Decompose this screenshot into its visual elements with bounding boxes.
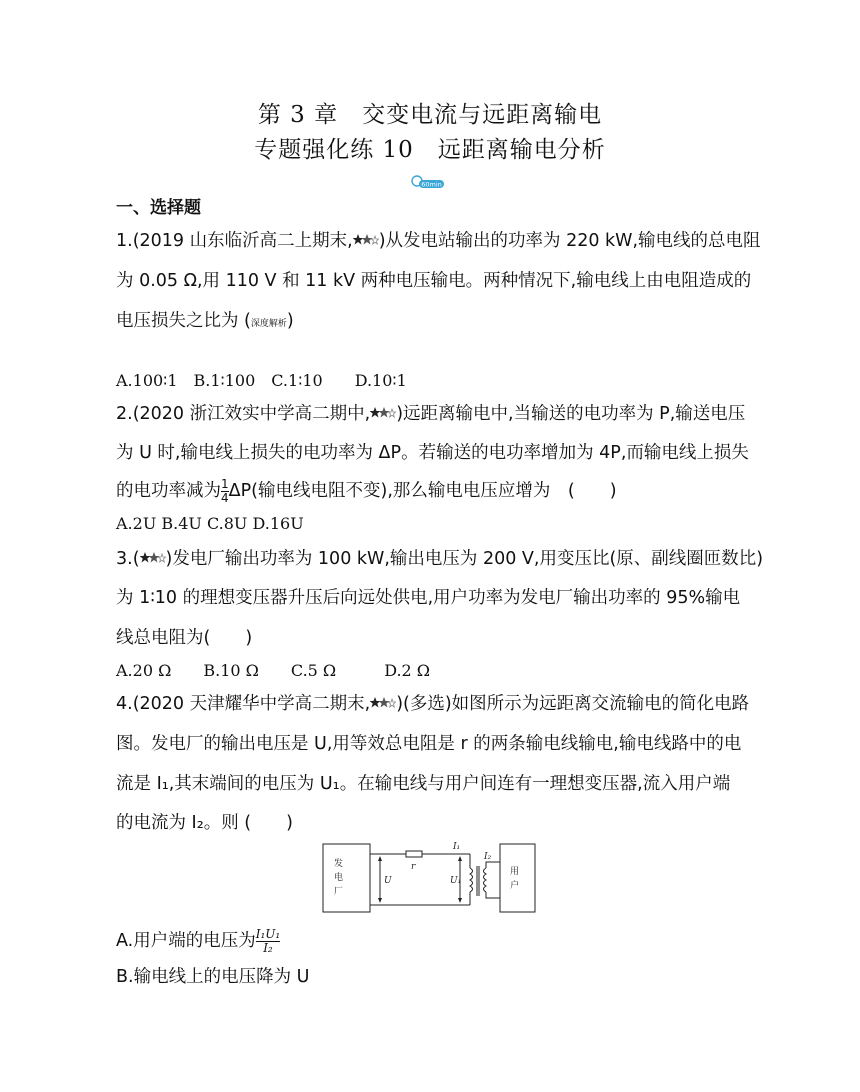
current-I1-label: I₁ — [453, 842, 461, 852]
difficulty-stars-icon — [140, 551, 166, 565]
q3-line1: 3.( )发电厂输出功率为 100 kW,输出电压为 200 V,用变压比(原、副线圈匝数比) — [116, 549, 764, 569]
plant-label-1: 发 — [334, 859, 344, 869]
fraction-one-quarter: $\frac{1}{4}$ — [221, 476, 229, 505]
q4-option-a: A.用户端的电压为 $\frac{\text{I₁U₁}}{\text{I₂}}$ — [116, 926, 281, 955]
voltage-U1-label: U₁ — [450, 876, 462, 886]
chapter-title: 第 3 章 交变电流与远距离输电 — [257, 102, 603, 128]
q4-line4: 的电流为 I₂。则 ( ) — [116, 813, 293, 833]
topic-title: 专题强化练 10 远距离输电分析 — [254, 137, 606, 163]
q1-line2: 为 0.05 Ω,用 110 V 和 11 kV 两种电压输电。两种情况下,输电线上由电阻造成的 — [116, 271, 752, 291]
resistance-r-label: r — [411, 862, 416, 872]
q4-option-b: B.输电线上的电压降为 U — [116, 967, 310, 987]
q2-line3: 的电功率减为 $\frac{1}{4}$ ΔP(输电线电阻不变),那么输电电压应增为 ( ) — [116, 476, 617, 505]
primary-coil — [470, 868, 473, 892]
resistor-r — [406, 851, 422, 857]
q2-line2: 为 U 时,输电线上损失的电功率为 ΔP。若输送的电功率增加为 4P,而输电线上损失 — [116, 443, 749, 463]
plant-label-2: 电 — [334, 873, 344, 883]
difficulty-stars-icon — [370, 406, 396, 420]
circuit-diagram — [322, 838, 536, 914]
q4-line2: 图。发电厂的输出电压是 U,用等效总电阻是 r 的两条输电线输电,输电线路中的电 — [116, 734, 742, 754]
difficulty-stars-icon — [353, 233, 379, 247]
user-label-1: 用 — [510, 867, 520, 877]
q2-line1: 2.(2020 浙江效实中学高二期中, )远距离输电中,当输送的电功率为 P,输送电压 — [116, 404, 746, 424]
difficulty-stars-icon — [370, 696, 396, 710]
q4-line1: 4.(2020 天津耀华中学高二期末, )(多选)如图所示为远距离交流输电的简化电路 — [116, 694, 750, 714]
timer-badge-icon — [411, 175, 445, 189]
time-badge-text: 60min — [421, 180, 442, 189]
user-box — [500, 844, 535, 912]
q1-options: A.100∶1 B.1∶100 C.1∶10 D.10∶1 — [116, 371, 407, 390]
current-I2-label: I₂ — [484, 852, 492, 862]
q3-line3: 线总电阻为( ) — [116, 628, 253, 648]
fraction-I1U1-over-I2: $\frac{\text{I₁U₁}}{\text{I₂}}$ — [255, 926, 281, 955]
power-plant-box — [323, 844, 370, 912]
voltage-U-label: U — [384, 876, 392, 886]
plant-label-3: 厂 — [334, 887, 344, 897]
q4-line3: 流是 I₁,其末端间的电压为 U₁。在输电线与用户间连有一理想变压器,流入用户端 — [116, 774, 731, 794]
q1-line1: 1.(2019 山东临沂高二上期末, )从发电站输出的功率为 220 kW,输电线的总电阻 — [116, 231, 761, 251]
q3-options: A.20 Ω B.10 Ω C.5 Ω D.2 Ω — [116, 661, 431, 680]
q2-options: A.2U B.4U C.8U D.16U — [116, 514, 304, 533]
user-label-2: 户 — [510, 881, 520, 891]
section-heading: 一、选择题 — [116, 198, 201, 218]
secondary-coil — [484, 868, 487, 892]
q1-line3: 电压损失之比为 (深度解析) — [116, 311, 294, 331]
q1-analysis-note: 深度解析 — [250, 319, 287, 329]
q3-line2: 为 1∶10 的理想变压器升压后向远处供电,用户功率为发电厂输出功率的 95%输电 — [116, 588, 741, 608]
